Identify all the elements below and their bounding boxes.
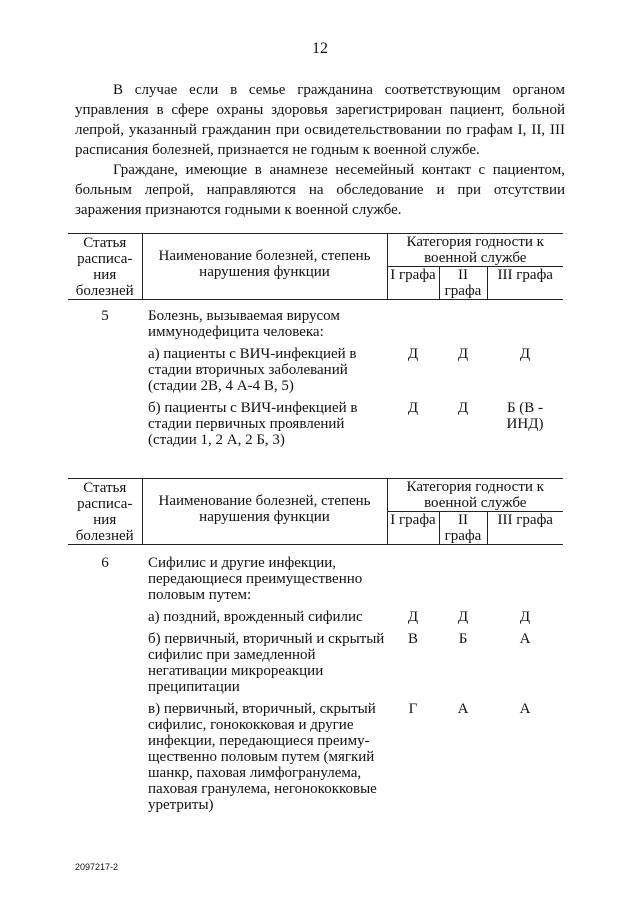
header-disease: Наименование болезней, степень нарушения функции <box>142 479 387 545</box>
header-col-3: III графа <box>487 512 563 545</box>
header-article: Статья расписа-ния болезней <box>68 479 142 545</box>
category-cell: Д <box>519 609 531 625</box>
schedule-table-article-5 <box>68 233 563 454</box>
disease-cell: в) первичный, вторичный, скрытый сифилис, гонококковая и другие инфекции, передающиеся преиму-щественно половым путем (мягкий шанкр, паховая лимфогранулема, паховая гранулема, негонококковые уретриты) <box>148 701 377 813</box>
document-code: 2097217-2 <box>75 862 119 872</box>
category-cell: Д <box>407 400 419 416</box>
category-cell: А <box>519 701 531 717</box>
disease-cell: а) пациенты с ВИЧ-инфекцией в стадии вторичных заболеваний (стадии 2В, 4 А-4 В, 5) <box>148 346 357 394</box>
category-cell: А <box>457 701 469 717</box>
disease-cell: б) пациенты с ВИЧ-инфекцией в стадии первичных проявлений (стадии 1, 2 А, 2 Б, 3) <box>148 400 358 448</box>
table-row <box>68 609 563 631</box>
category-cell: Д <box>457 400 469 416</box>
table-row <box>68 701 563 819</box>
category-cell: Г <box>408 701 418 717</box>
table-row <box>68 631 563 701</box>
header-category: Категория годности к военной службе <box>387 479 563 512</box>
header-col-1: I графа <box>387 512 439 545</box>
header-col-2: II графа <box>439 512 487 545</box>
category-cell: Д <box>457 346 469 362</box>
article-title: Сифилис и другие инфекции, передающиеся преимущественно половым путем: <box>148 555 363 603</box>
category-cell: Д <box>407 609 419 625</box>
article-number: 6 <box>101 555 109 571</box>
article-number: 5 <box>101 308 109 324</box>
header-col-3: III графа <box>487 267 563 300</box>
category-cell: Б <box>458 631 468 647</box>
article-title: Болезнь, вызываемая вирусом иммунодефицита человека: <box>148 308 340 340</box>
schedule-table-article-6 <box>68 478 563 819</box>
category-cell: В <box>407 631 418 647</box>
header-article: Статья расписа-ния болезней <box>68 234 142 300</box>
category-cell: Д <box>457 609 469 625</box>
header-col-1: I графа <box>387 267 439 300</box>
category-cell: Б (В - ИНД) <box>506 400 544 432</box>
table-row <box>68 346 563 400</box>
paragraph-leprosy-family: В случае если в семье гражданина соответствующим органом управления в сфере охраны здоровья зарегистрирован пациент, больной лепрой, указанный гражданин при освидетельствовании по графам I, II, III расписания болезней, признается не годным к военной службе. <box>75 82 565 158</box>
category-cell: А <box>519 631 531 647</box>
header-disease: Наименование болезней, степень нарушения функции <box>142 234 387 300</box>
category-cell: Д <box>519 346 531 362</box>
table-row <box>68 400 563 454</box>
disease-cell: а) поздний, врожденный сифилис <box>148 609 363 625</box>
page-number: 12 <box>312 40 328 57</box>
header-col-2: II графа <box>439 267 487 300</box>
category-cell: Д <box>407 346 419 362</box>
paragraph-leprosy-contact: Граждане, имеющие в анамнезе несемейный контакт с пациентом, больным лепрой, направляются на обследование и при отсутствии заражения признаются годными к военной службе. <box>75 162 565 218</box>
header-category: Категория годности к военной службе <box>387 234 563 267</box>
disease-cell: б) первичный, вторичный и скрытый сифилис при замедленной негативации микрореакции преципитации <box>148 631 385 695</box>
